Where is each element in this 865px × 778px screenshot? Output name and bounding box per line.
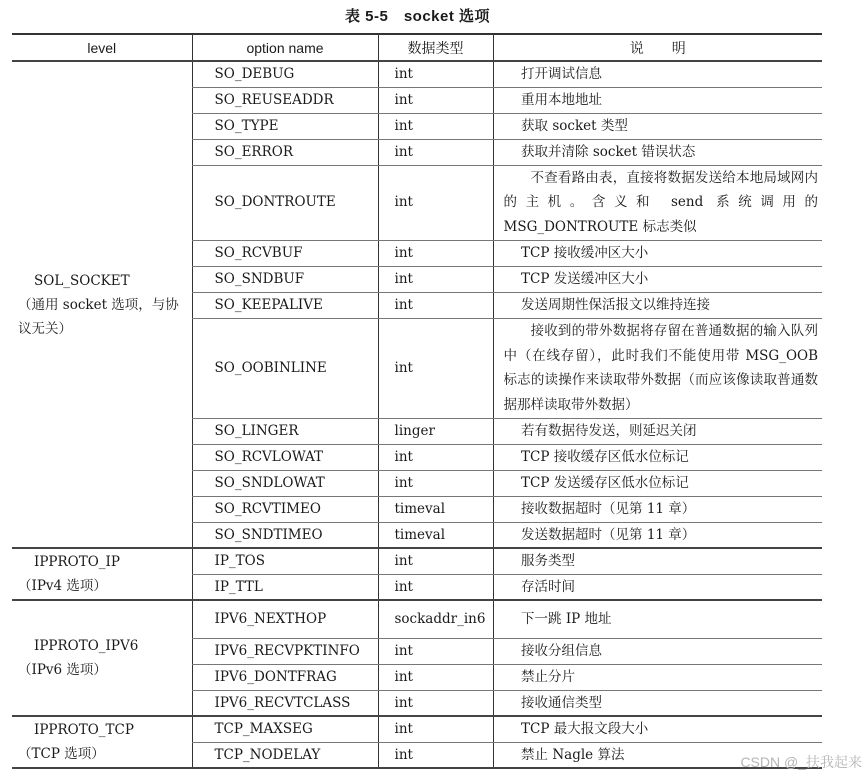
description-cell xyxy=(493,470,822,496)
data-type-cell-text: int xyxy=(394,91,413,108)
data-type-cell-text: int xyxy=(394,642,413,659)
option-name-cell-text: SO_DONTROUTE xyxy=(214,194,336,211)
option-name-cell-text: SO_RCVTIMEO xyxy=(214,500,321,517)
description-cell xyxy=(493,240,822,266)
description-cell xyxy=(493,318,822,418)
description-cell-text: TCP 接收缓存区低水位标记 xyxy=(521,448,689,465)
header-data-type: 数据类型 xyxy=(378,34,493,61)
table-row xyxy=(12,61,822,87)
header-option-name: option name xyxy=(192,34,378,61)
data-type-cell xyxy=(378,266,493,292)
option-name-cell xyxy=(192,318,378,418)
option-name-cell xyxy=(192,139,378,165)
description-cell xyxy=(493,716,822,742)
data-type-cell xyxy=(378,742,493,768)
option-name-cell-text: IPV6_NEXTHOP xyxy=(214,611,327,627)
option-name-cell-text: TCP_MAXSEG xyxy=(214,721,313,737)
data-type-cell xyxy=(378,240,493,266)
level-cell xyxy=(12,600,192,716)
description-cell-text: 若有数据待发送，则延迟关闭 xyxy=(521,422,697,439)
option-name-cell-text: SO_TYPE xyxy=(214,117,279,134)
table-header-row xyxy=(12,34,822,61)
data-type-cell xyxy=(378,496,493,522)
data-type-cell-text: int xyxy=(394,359,413,376)
data-type-cell xyxy=(378,165,493,240)
data-type-cell xyxy=(378,548,493,574)
data-type-cell-text: int xyxy=(394,244,413,261)
data-type-cell xyxy=(378,318,493,418)
level-cell xyxy=(12,61,192,548)
description-cell-text: TCP 发送缓存区低水位标记 xyxy=(521,474,689,491)
level-cell xyxy=(12,548,192,600)
option-name-cell-text: TCP_NODELAY xyxy=(214,746,321,763)
description-cell-text: 接收分组信息 xyxy=(521,642,603,659)
description-cell xyxy=(493,418,822,444)
option-name-cell xyxy=(192,87,378,113)
option-name-cell xyxy=(192,496,378,522)
socket-options-table xyxy=(12,33,822,769)
option-name-cell xyxy=(192,716,378,742)
option-name-cell-text: SO_OOBINLINE xyxy=(214,359,327,376)
description-cell-text: TCP 发送缓冲区大小 xyxy=(521,270,649,287)
option-name-cell xyxy=(192,266,378,292)
description-cell xyxy=(493,292,822,318)
level-name: IPPROTO_IPV6 xyxy=(34,638,139,654)
data-type-cell-text: int xyxy=(394,143,413,160)
data-type-cell-text: linger xyxy=(394,422,435,439)
option-name-cell-text: SO_KEEPALIVE xyxy=(214,296,323,313)
description-cell xyxy=(493,574,822,600)
table-row xyxy=(12,600,822,638)
option-name-cell-text: SO_SNDBUF xyxy=(214,270,305,287)
description-cell-text: 服务类型 xyxy=(521,553,576,569)
table-body xyxy=(12,61,822,768)
data-type-cell xyxy=(378,87,493,113)
watermark: CSDN @_扶我起来 xyxy=(740,754,862,770)
data-type-cell-text: int xyxy=(394,296,413,313)
data-type-cell-text: timeval xyxy=(394,526,446,543)
data-type-cell xyxy=(378,690,493,716)
level-name: IPPROTO_TCP xyxy=(34,722,134,738)
option-name-cell xyxy=(192,690,378,716)
level-cell xyxy=(12,716,192,768)
option-name-cell xyxy=(192,742,378,768)
option-name-cell-text: SO_LINGER xyxy=(214,422,299,439)
option-name-cell xyxy=(192,444,378,470)
option-name-cell xyxy=(192,664,378,690)
option-name-cell-text: IPV6_RECVPKTINFO xyxy=(214,642,360,659)
data-type-cell xyxy=(378,664,493,690)
option-name-cell xyxy=(192,548,378,574)
data-type-cell-text: int xyxy=(394,117,413,134)
description-cell-text: 接收数据超时（见第 11 章） xyxy=(521,500,696,517)
description-cell-text: 发送数据超时（见第 11 章） xyxy=(521,526,696,543)
description-cell-text: 接收到的带外数据将存留在普通数据的输入队列中（在线存留），此时我们不能使用带 MSG_OOB 标志的读操作来读取带外数据（而应该像读取普通数据那样读取带外数据） xyxy=(503,323,818,413)
option-name-cell-text: SO_RCVLOWAT xyxy=(214,448,324,465)
description-cell xyxy=(493,690,822,716)
data-type-cell-text: timeval xyxy=(394,500,446,517)
header-description: 说 明 xyxy=(493,34,822,61)
level-name: SOL_SOCKET xyxy=(34,272,130,289)
data-type-cell xyxy=(378,139,493,165)
option-name-cell-text: SO_DEBUG xyxy=(214,66,295,82)
option-name-cell xyxy=(192,165,378,240)
description-cell-text: 获取并清除 socket 错误状态 xyxy=(521,143,696,160)
data-type-cell-text: int xyxy=(394,270,413,287)
option-name-cell-text: SO_SNDTIMEO xyxy=(214,526,323,543)
data-type-cell-text: int xyxy=(394,694,413,711)
description-cell xyxy=(493,61,822,87)
option-name-cell-text: SO_RCVBUF xyxy=(214,244,303,261)
option-name-cell xyxy=(192,240,378,266)
data-type-cell-text: sockaddr_in6 xyxy=(394,611,486,627)
description-cell xyxy=(493,548,822,574)
data-type-cell xyxy=(378,638,493,664)
option-name-cell xyxy=(192,61,378,87)
option-name-cell-text: SO_REUSEADDR xyxy=(214,91,334,108)
option-name-cell xyxy=(192,292,378,318)
data-type-cell xyxy=(378,600,493,638)
option-name-cell-text: IP_TTL xyxy=(214,578,263,595)
description-cell xyxy=(493,266,822,292)
level-note: （IPv6 选项） xyxy=(18,662,107,678)
data-type-cell xyxy=(378,61,493,87)
description-cell xyxy=(493,444,822,470)
option-name-cell-text: IPV6_RECVTCLASS xyxy=(214,694,351,711)
data-type-cell-text: int xyxy=(394,746,413,763)
option-name-cell-text: IPV6_DONTFRAG xyxy=(214,668,337,685)
description-cell xyxy=(493,522,822,548)
description-cell-text: 重用本地地址 xyxy=(521,91,603,108)
description-cell xyxy=(493,165,822,240)
option-name-cell xyxy=(192,600,378,638)
data-type-cell xyxy=(378,292,493,318)
option-name-cell xyxy=(192,638,378,664)
table-row xyxy=(12,716,822,742)
data-type-cell xyxy=(378,522,493,548)
description-cell-text: 打开调试信息 xyxy=(521,66,603,82)
data-type-cell xyxy=(378,444,493,470)
option-name-cell xyxy=(192,418,378,444)
table-row xyxy=(12,548,822,574)
level-note: （TCP 选项） xyxy=(18,746,105,762)
description-cell xyxy=(493,87,822,113)
table-caption: 表 5-5 socket 选项 xyxy=(344,8,491,25)
description-cell-text: 接收通信类型 xyxy=(521,694,603,711)
data-type-cell-text: int xyxy=(394,474,413,491)
data-type-cell-text: int xyxy=(394,448,413,465)
option-name-cell xyxy=(192,470,378,496)
description-cell-text: 不查看路由表，直接将数据发送给本地局域网内的主机。含义和 send 系统调用的 MSG_DONTROUTE 标志类似 xyxy=(503,169,818,235)
data-type-cell xyxy=(378,113,493,139)
data-type-cell xyxy=(378,470,493,496)
data-type-cell-text: int xyxy=(394,66,413,82)
level-name: IPPROTO_IP xyxy=(34,554,120,570)
description-cell-text: 发送周期性保活报文以维持连接 xyxy=(521,296,711,313)
data-type-cell-text: int xyxy=(394,578,413,595)
option-name-cell xyxy=(192,522,378,548)
option-name-cell-text: SO_SNDLOWAT xyxy=(214,474,325,491)
description-cell-text: TCP 最大报文段大小 xyxy=(521,721,649,737)
description-cell xyxy=(493,496,822,522)
option-name-cell xyxy=(192,574,378,600)
description-cell-text: 禁止分片 xyxy=(521,668,576,685)
data-type-cell-text: int xyxy=(394,668,413,685)
data-type-cell-text: int xyxy=(394,194,413,211)
description-cell xyxy=(493,600,822,638)
description-cell xyxy=(493,113,822,139)
description-cell-text: TCP 接收缓冲区大小 xyxy=(521,244,649,261)
data-type-cell xyxy=(378,574,493,600)
description-cell-text: 下一跳 IP 地址 xyxy=(521,611,612,627)
data-type-cell xyxy=(378,716,493,742)
description-cell-text: 存活时间 xyxy=(521,578,576,595)
option-name-cell-text: SO_ERROR xyxy=(214,143,293,160)
data-type-cell-text: int xyxy=(394,553,413,569)
description-cell xyxy=(493,638,822,664)
description-cell-text: 获取 socket 类型 xyxy=(521,117,628,134)
header-level: level xyxy=(12,34,192,61)
description-cell xyxy=(493,139,822,165)
data-type-cell xyxy=(378,418,493,444)
description-cell xyxy=(493,664,822,690)
option-name-cell-text: IP_TOS xyxy=(214,553,265,569)
option-name-cell xyxy=(192,113,378,139)
level-note: （通用 socket 选项，与协议无关） xyxy=(18,296,179,337)
level-note: （IPv4 选项） xyxy=(18,578,107,594)
data-type-cell-text: int xyxy=(394,721,413,737)
description-cell-text: 禁止 Nagle 算法 xyxy=(521,746,625,763)
